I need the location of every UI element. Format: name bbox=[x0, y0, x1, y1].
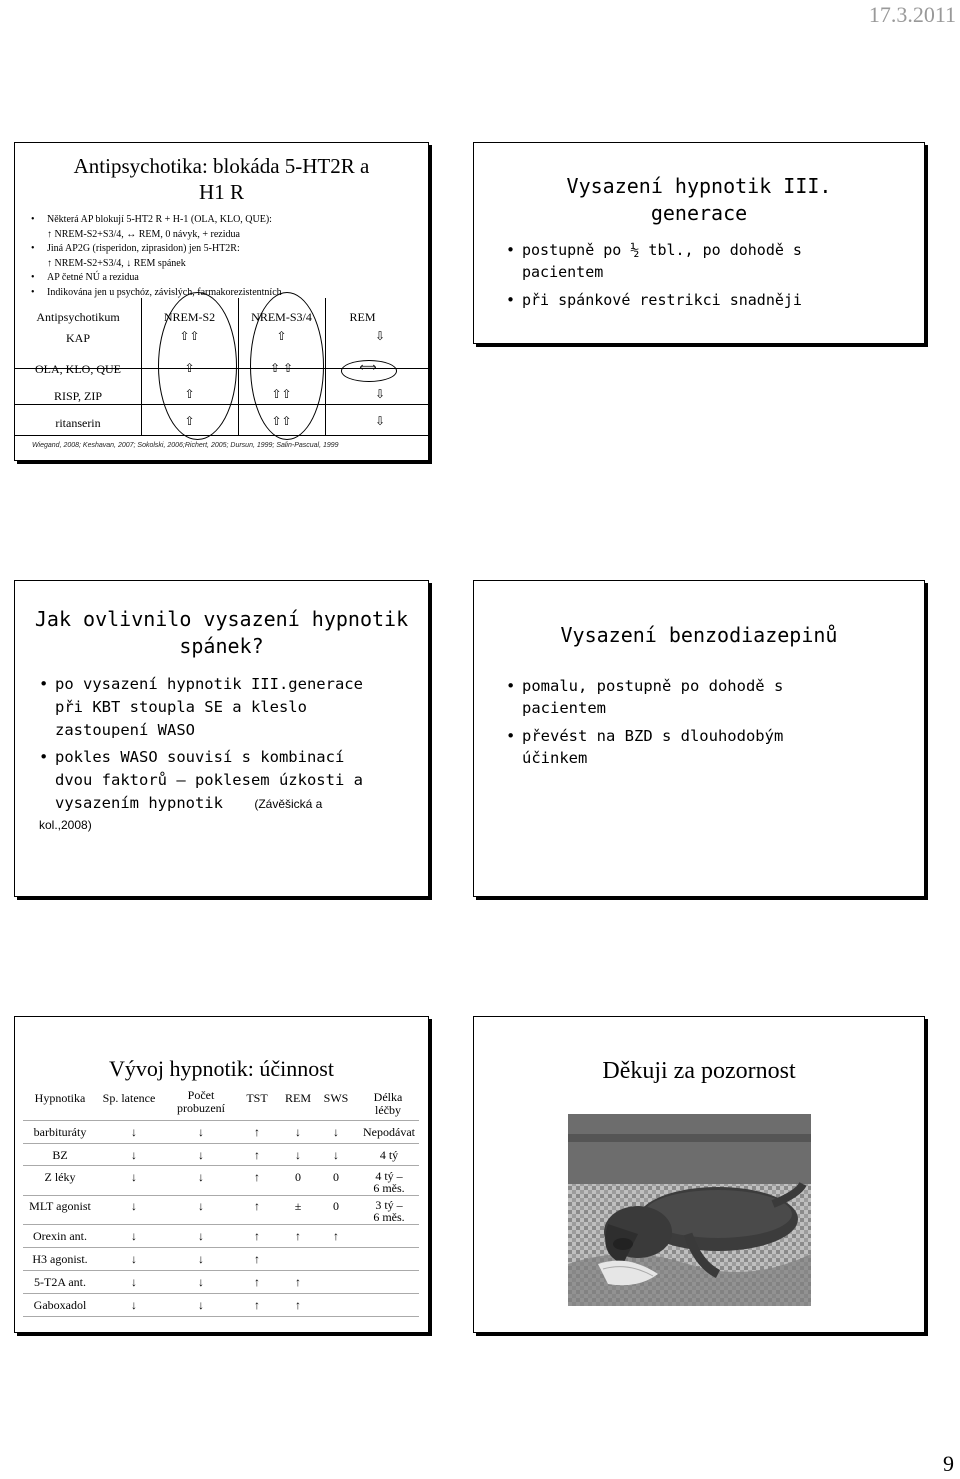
slide1-title-line1: Antipsychotika: blokáda 5-HT2R a bbox=[73, 154, 370, 178]
slide2-bullets bbox=[506, 239, 921, 311]
down-arrow-icon: ↓ bbox=[198, 1229, 204, 1243]
bullet-item: • po vysazení hypnotik III.generace při KBT stoupla SE a kleslo zastoupení WASO bbox=[39, 673, 424, 742]
slide2-title bbox=[474, 173, 924, 227]
rem-value: ± bbox=[294, 1199, 302, 1213]
down-arrow-icon: ⇩ bbox=[374, 387, 386, 401]
bullet-item: • pokles WASO souvisí s kombinací dvou faktorů – poklesem úzkosti a vysazením hypnotik (Závěšická a bbox=[39, 746, 424, 816]
page-number: 9 bbox=[943, 1451, 954, 1476]
rem-value: 0 bbox=[295, 1170, 301, 1184]
down-arrow-icon: ↓ bbox=[131, 1148, 137, 1162]
row-name-5t2a-ant: 5-T2A ant. bbox=[34, 1275, 86, 1289]
sws-value: 0 bbox=[333, 1199, 339, 1213]
down-arrow-icon: ⇩ bbox=[374, 329, 386, 343]
sleeping-puppy-photo bbox=[568, 1114, 811, 1306]
slide2-title-line1: Vysazení hypnotik III. bbox=[566, 174, 832, 198]
col-header-rem: REM bbox=[349, 310, 376, 324]
delka-value: Nepodávat bbox=[363, 1125, 415, 1139]
up-arrow-icon: ⇧ bbox=[184, 414, 195, 428]
up-arrow-icon: ⇧⇧ bbox=[271, 414, 292, 428]
delka-value: 4 tý – 6 měs. bbox=[373, 1169, 405, 1195]
slide3-title bbox=[15, 606, 428, 660]
header-rem: REM bbox=[284, 1091, 311, 1105]
down-arrow-icon: ↓ bbox=[198, 1148, 204, 1162]
slide3-title-line2: spánek? bbox=[179, 634, 264, 658]
row-name-bz: BZ bbox=[52, 1148, 68, 1162]
slide2-title-line2: generace bbox=[650, 201, 748, 225]
slide6-title: Děkuji za pozornost bbox=[602, 1058, 796, 1084]
bullet-item: • AP četné NÚ a rezidua bbox=[31, 271, 426, 286]
down-arrow-icon: ↓ bbox=[198, 1275, 204, 1289]
up-arrow-icon: ↑ bbox=[254, 1252, 260, 1266]
bullet-item: • při spánkové restrikci snadněji bbox=[506, 289, 921, 311]
delka-value: 4 tý bbox=[379, 1148, 399, 1162]
slide4-title: Vysazení benzodiazepinů bbox=[560, 623, 838, 647]
up-arrow-icon: ↑ bbox=[295, 1298, 301, 1312]
up-arrow-icon: ⇧⇧ bbox=[179, 329, 200, 343]
header-tst: TST bbox=[246, 1091, 268, 1105]
slide1-bullets bbox=[31, 213, 426, 300]
bullet-item: • Některá AP blokují 5-HT2 R + H-1 (OLA, KLO, QUE): ↑ NREM-S2+S3/4, ↔ REM, 0 návyk, + rezidua bbox=[31, 213, 426, 242]
puppy-illustration bbox=[568, 1114, 811, 1306]
slide4-bullets bbox=[506, 675, 921, 769]
down-arrow-icon: ↓ bbox=[333, 1125, 339, 1139]
up-arrow-icon: ⇧ bbox=[184, 387, 195, 401]
header-delka-lecby: Délka léčby bbox=[373, 1090, 403, 1117]
down-arrow-icon: ⇩ bbox=[374, 414, 386, 428]
slide-dekuji bbox=[473, 1016, 925, 1333]
bullet-item: • pomalu, postupně po dohodě s pacientem bbox=[506, 675, 921, 719]
up-arrow-icon: ↑ bbox=[254, 1125, 260, 1139]
up-arrow-icon: ↑ bbox=[254, 1298, 260, 1312]
delka-value: 3 tý – 6 měs. bbox=[373, 1198, 405, 1224]
up-arrow-icon: ⇧ bbox=[276, 329, 287, 343]
down-arrow-icon: ↓ bbox=[198, 1199, 204, 1213]
left-right-arrow-icon: ⟺ bbox=[359, 360, 377, 374]
row-label-risp: RISP, ZIP bbox=[53, 389, 103, 403]
slide-vysazeni-benzodiazepinu bbox=[473, 580, 925, 897]
down-arrow-icon: ↓ bbox=[295, 1148, 301, 1162]
down-arrow-icon: ↓ bbox=[131, 1199, 137, 1213]
header-latence: Sp. latence bbox=[102, 1091, 156, 1105]
row-name-h3-agonist: H3 agonist. bbox=[32, 1252, 88, 1266]
bullet-item: • Indikována jen u psychóz, závislých, farmakorezistentních bbox=[31, 286, 426, 301]
row-name-z-leky: Z léky bbox=[44, 1170, 76, 1184]
down-arrow-icon: ↓ bbox=[198, 1298, 204, 1312]
bullet-item: • Jiná AP2G (risperidon, ziprasidon) jen 5-HT2R: ↑ NREM-S2+S3/4, ↓ REM spánek bbox=[31, 242, 426, 271]
slide3-title-line1: Jak ovlivnilo vysazení hypnotik bbox=[34, 607, 409, 631]
down-arrow-icon: ↓ bbox=[198, 1252, 204, 1266]
col-header-nrem-s2: NREM-S2 bbox=[163, 310, 216, 324]
down-arrow-icon: ↓ bbox=[131, 1252, 137, 1266]
col-header-nrem-s34: NREM-S3/4 bbox=[251, 310, 312, 324]
down-arrow-icon: ↓ bbox=[198, 1125, 204, 1139]
down-arrow-icon: ↓ bbox=[333, 1148, 339, 1162]
slide3-citation-part1: (Závěšická a bbox=[254, 797, 323, 811]
row-name-gaboxadol: Gaboxadol bbox=[33, 1298, 87, 1312]
antipsychotics-table bbox=[15, 298, 430, 436]
row-name-barbituraty: barbituráty bbox=[33, 1125, 87, 1139]
header-pocet-probuzeni: Počet probuzení bbox=[177, 1088, 225, 1115]
header-sws: SWS bbox=[323, 1091, 349, 1105]
col-header-antipsychotikum: Antipsychotikum bbox=[36, 310, 120, 324]
slide-antipsychotika bbox=[14, 142, 429, 461]
down-arrow-icon: ↓ bbox=[131, 1170, 137, 1184]
slide-vyvoj-hypnotik bbox=[14, 1016, 429, 1333]
row-label-ola: OLA, KLO, QUE bbox=[35, 362, 121, 376]
down-arrow-icon: ↓ bbox=[131, 1275, 137, 1289]
slide3-bullets bbox=[39, 673, 424, 816]
down-arrow-icon: ↓ bbox=[131, 1229, 137, 1243]
up-arrow-icon: ↑ bbox=[254, 1170, 260, 1184]
date-header: 17.3.2011 bbox=[868, 2, 956, 27]
row-label-ritanserin: ritanserin bbox=[55, 416, 101, 430]
down-arrow-icon: ↓ bbox=[295, 1125, 301, 1139]
up-arrow-icon: ↑ bbox=[295, 1229, 301, 1243]
slide1-title bbox=[15, 153, 428, 205]
slide-jak-ovlivnilo bbox=[14, 580, 429, 897]
row-name-mlt-agonist: MLT agonist bbox=[29, 1199, 91, 1213]
slide1-citation: Wiegand, 2008; Keshavan, 2007; Sokolski, 2006;Richert, 2005; Dursun, 1999; Salin-Pascual, 1999 bbox=[32, 442, 339, 449]
up-arrow-icon: ↑ bbox=[254, 1275, 260, 1289]
up-arrow-icon: ⇧ ⇧ bbox=[269, 361, 294, 375]
down-arrow-icon: ↓ bbox=[131, 1298, 137, 1312]
up-arrow-icon: ↑ bbox=[254, 1199, 260, 1213]
down-arrow-icon: ↓ bbox=[131, 1125, 137, 1139]
up-arrow-icon: ↑ bbox=[295, 1275, 301, 1289]
slide3-citation-part2: kol.,2008) bbox=[39, 818, 92, 832]
slide1-title-line2: H1 R bbox=[199, 180, 244, 204]
up-arrow-icon: ↑ bbox=[254, 1148, 260, 1162]
slide-vysazeni-hypnotik bbox=[473, 142, 925, 344]
header-hypnotika: Hypnotika bbox=[34, 1091, 86, 1105]
up-arrow-icon: ⇧ bbox=[184, 361, 195, 375]
row-label-kap: KAP bbox=[65, 331, 90, 345]
sws-value: 0 bbox=[333, 1170, 339, 1184]
up-arrow-icon: ↑ bbox=[254, 1229, 260, 1243]
up-arrow-icon: ⇧⇧ bbox=[271, 387, 292, 401]
up-arrow-icon: ↑ bbox=[333, 1229, 339, 1243]
bullet-item: • postupně po ½ tbl., po dohodě s pacientem bbox=[506, 239, 921, 283]
down-arrow-icon: ↓ bbox=[198, 1170, 204, 1184]
slide5-title: Vývoj hypnotik: účinnost bbox=[109, 1056, 334, 1081]
row-name-orexin-ant: Orexin ant. bbox=[33, 1229, 87, 1243]
bullet-item: • převést na BZD s dlouhodobým účinkem bbox=[506, 725, 921, 769]
